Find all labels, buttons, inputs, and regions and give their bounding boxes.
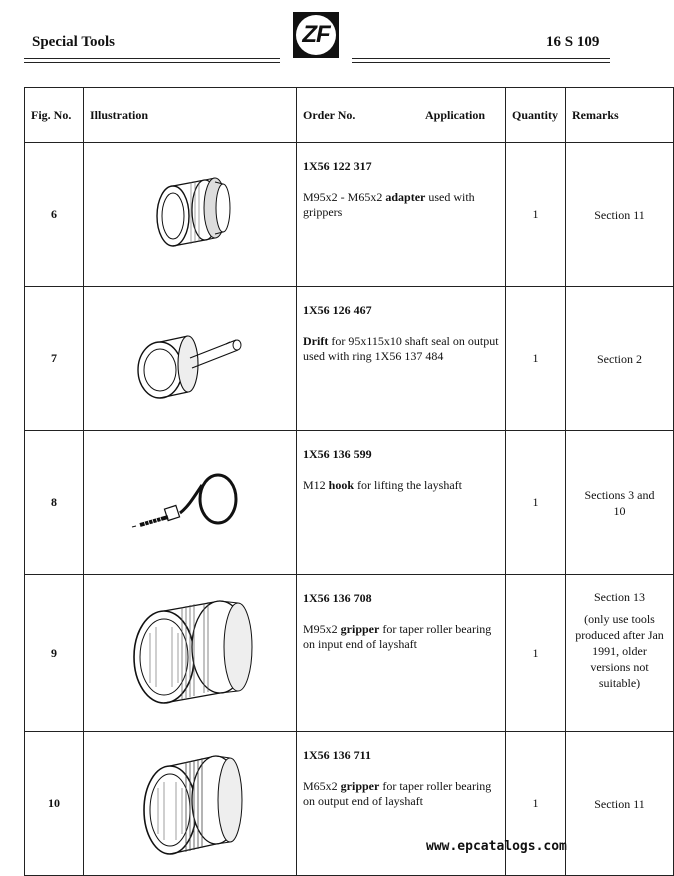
header-remarks: Remarks bbox=[566, 88, 674, 143]
order-number: 1X56 136 708 bbox=[303, 591, 372, 605]
header-rule-left-inner bbox=[24, 62, 280, 63]
header-order-application bbox=[297, 88, 506, 143]
application-text: Drift for 95x115x10 shaft seal on output used with ring 1X56 137 484 bbox=[303, 334, 499, 363]
header-fig-no: Fig. No. bbox=[25, 88, 84, 143]
header-quantity: Quantity bbox=[506, 88, 566, 143]
order-cell bbox=[297, 575, 506, 732]
quantity-value: 1 bbox=[506, 287, 566, 431]
quantity-value: 1 bbox=[506, 143, 566, 287]
application-text: M95x2 gripper for taper roller bearing on input end of layshaft bbox=[303, 622, 492, 651]
remarks-text: Section 2 bbox=[597, 351, 642, 366]
drift-icon bbox=[130, 314, 250, 404]
table-row bbox=[25, 575, 674, 732]
hook-icon bbox=[130, 463, 250, 543]
remarks-text: Section 11 bbox=[594, 796, 645, 811]
fig-number: 10 bbox=[25, 732, 84, 876]
order-number: 1X56 136 711 bbox=[303, 748, 372, 762]
zf-logo bbox=[293, 12, 339, 58]
order-number: 1X56 122 317 bbox=[303, 159, 372, 173]
order-cell bbox=[297, 143, 506, 287]
order-cell bbox=[297, 287, 506, 431]
application-text: M95x2 - M65x2 adapter used with grippers bbox=[303, 190, 475, 219]
fig-number: 9 bbox=[25, 575, 84, 732]
order-cell bbox=[297, 431, 506, 575]
remarks-text: Sections 3 and 10 bbox=[584, 487, 655, 518]
remarks-text: Section 13 bbox=[594, 590, 645, 604]
remarks-cell bbox=[566, 431, 674, 575]
illustration-cell bbox=[84, 732, 297, 876]
quantity-value: 1 bbox=[506, 431, 566, 575]
header-rule-right-inner bbox=[352, 62, 610, 63]
adapter-icon bbox=[135, 170, 245, 260]
order-number: 1X56 126 467 bbox=[303, 303, 372, 317]
remarks-cell bbox=[566, 575, 674, 732]
remarks-cell bbox=[566, 732, 674, 876]
table-header-row bbox=[25, 88, 674, 143]
zf-logo-text: ZF bbox=[302, 21, 330, 48]
remarks-note: (only use tools produced after Jan 1991, older versions not suitable) bbox=[575, 612, 664, 690]
fig-number: 8 bbox=[25, 431, 84, 575]
fig-number: 6 bbox=[25, 143, 84, 287]
table-row bbox=[25, 732, 674, 876]
illustration-cell bbox=[84, 575, 297, 732]
quantity-value: 1 bbox=[506, 575, 566, 732]
gripper-small-icon bbox=[130, 744, 250, 864]
header-illustration: Illustration bbox=[84, 88, 297, 143]
application-text: M65x2 gripper for taper roller bearing on output end of layshaft bbox=[303, 779, 492, 808]
fig-number: 7 bbox=[25, 287, 84, 431]
header-order-no: Order No. bbox=[303, 107, 356, 122]
gripper-large-icon bbox=[120, 593, 260, 713]
table-row bbox=[25, 287, 674, 431]
header-rule-left bbox=[24, 58, 280, 59]
application-text: M12 hook for lifting the layshaft bbox=[303, 478, 463, 492]
document-code: 16 S 109 bbox=[546, 34, 600, 50]
illustration-cell bbox=[84, 287, 297, 431]
table-row bbox=[25, 431, 674, 575]
remarks-cell bbox=[566, 143, 674, 287]
remarks-cell bbox=[566, 287, 674, 431]
quantity-value: 1 bbox=[506, 732, 566, 876]
illustration-cell bbox=[84, 431, 297, 575]
special-tools-table bbox=[24, 87, 674, 876]
header-application: Application bbox=[424, 107, 485, 122]
illustration-cell bbox=[84, 143, 297, 287]
table-row bbox=[25, 143, 674, 287]
header-rule-right bbox=[352, 58, 610, 59]
page-title: Special Tools bbox=[32, 34, 115, 50]
remarks-text: Section 11 bbox=[594, 207, 645, 222]
order-number: 1X56 136 599 bbox=[303, 447, 372, 461]
watermark-text: www.epcatalogs.com bbox=[426, 839, 567, 854]
